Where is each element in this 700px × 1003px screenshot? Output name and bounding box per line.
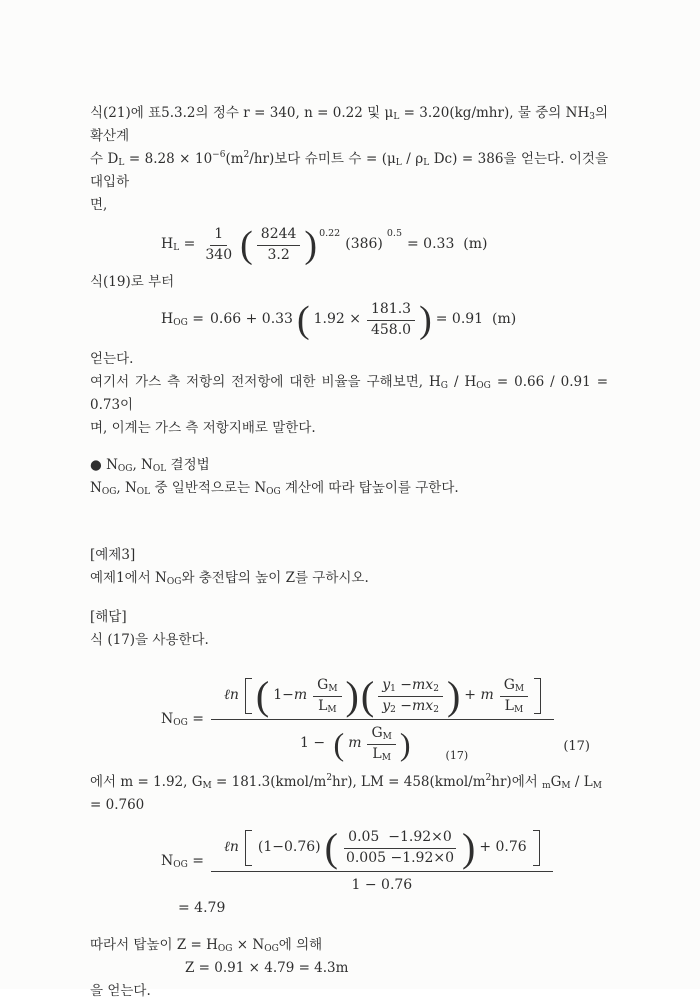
fraction-numerator: 8244: [257, 226, 301, 246]
fraction-denominator: $L_M$: [318, 697, 337, 715]
fraction-numerator: 1: [210, 226, 227, 246]
close-paren: ): [446, 673, 461, 718]
equation-lhs: $H_L$ =: [161, 236, 196, 254]
paragraph-intro: [90, 102, 608, 217]
open-paren: (: [240, 223, 253, 266]
equation-17: [158, 673, 608, 763]
fraction-denominator: 340: [205, 246, 233, 263]
fraction: [367, 301, 415, 339]
fraction-numerator: $y_1 -mx_2$: [378, 677, 443, 697]
text-line: 식(19)로 부터: [90, 274, 175, 290]
equation-hog: [158, 298, 608, 341]
fraction-numerator: 0.05 −1.92×0: [344, 829, 456, 849]
close-paren: ): [462, 825, 476, 870]
big-fraction-numerator: [211, 673, 554, 720]
open-bracket: [245, 830, 252, 866]
text-line: 을 얻는다.: [90, 982, 151, 999]
exponent: 0.5: [386, 228, 402, 239]
open-paren: (: [360, 673, 375, 718]
example-question: 예제1에서 $N_{OG}$와 충전탑의 높이 Z를 구하시오.: [90, 570, 369, 587]
big-fraction-denominator: [287, 720, 478, 763]
equation-number: (17): [563, 738, 590, 754]
text-line: 에서 m = 1.92, $G_M$ = $181.3(kmol/m^2hr)$, LM = $458(kmol/m^2hr)$에서 $_mG_M / L_M = 0.760$: [90, 773, 602, 813]
text-line: 따라서 탑높이 $Z = H_{OG} \times N_{OG}$에 의해: [90, 936, 323, 954]
big-fraction-denominator: [339, 872, 426, 895]
big-fraction-numerator: [211, 825, 553, 872]
text-line: 식 (17)을 사용한다.: [90, 632, 209, 648]
open-paren: (: [333, 725, 345, 762]
equation-result: = 0.33 (m): [407, 236, 488, 253]
fraction-denominator: 3.2: [267, 246, 290, 263]
text-line: 여기서 가스 측 저항의 전저항에 대한 비율을 구해보면, $H_G / H_{OG} = 0.66 / 0.91 = 0.73$이: [90, 374, 609, 413]
fraction: [342, 829, 458, 867]
text-line: 얻는다.: [90, 351, 134, 367]
equation-nog: [158, 825, 608, 895]
equation-lhs: $H_{OG}$ =: [161, 311, 204, 329]
close-paren: ): [345, 673, 359, 718]
equation-term: 1−m: [273, 687, 308, 704]
fraction-numerator: $G_M$: [500, 677, 528, 697]
fraction: [378, 677, 443, 715]
equation-term: 0.66 + 0.33: [209, 311, 293, 328]
equation-term: 1 − 0.76: [351, 877, 413, 893]
fraction: [201, 226, 236, 264]
fraction-denominator: 0.005 −1.92×0: [345, 849, 455, 866]
ln-operator: ℓn: [224, 839, 239, 856]
close-bracket: [533, 830, 540, 866]
open-paren: (: [324, 825, 338, 870]
fraction-numerator: $G_M$: [313, 677, 341, 697]
text-line: $N_{OG}$, $N_{OL}$ 중 일반적으로는 $N_{OG}$ 계산에 따라 탑높이를 구한다.: [90, 480, 459, 497]
paragraph-ratio: [90, 371, 608, 440]
fraction-denominator: $y_2 -mx_2$: [382, 697, 439, 715]
open-paren: (: [296, 298, 310, 341]
ln-operator: ℓn: [224, 687, 239, 704]
equation-term: 1 −: [300, 735, 330, 752]
text-line: 면,: [90, 197, 108, 213]
fraction-numerator: 181.3: [367, 301, 415, 321]
text-line: Z = 0.91 × 4.79 = 4.3m: [185, 959, 349, 976]
exponent: 0.22: [319, 228, 341, 239]
open-bracket: [245, 678, 252, 714]
fraction: [257, 226, 301, 264]
equation-term: + m: [464, 687, 494, 704]
answer-label: [해답]: [90, 609, 127, 625]
fraction-denominator: 458.0: [370, 321, 412, 338]
equation-result-line: = 4.79: [178, 899, 226, 916]
equation-lhs: $N_{OG}$ =: [161, 711, 205, 729]
fraction-denominator: $L_M$: [372, 745, 391, 763]
fraction: [367, 725, 395, 763]
big-fraction: [211, 825, 553, 895]
close-paren: ): [399, 725, 411, 762]
fraction: [313, 677, 341, 715]
open-paren: (: [255, 673, 270, 718]
close-paren: ): [419, 298, 432, 341]
fraction: [500, 677, 528, 715]
close-bracket: [534, 678, 541, 714]
equation-number-inline: (17): [445, 749, 469, 763]
example-label: [예제3]: [90, 547, 136, 563]
close-paren: ): [304, 223, 318, 266]
text-line: 며, 이계는 가스 측 저항지배로 말한다.: [90, 420, 316, 436]
text-line: 수 $D_L = 8.28 \times 10^{-6}(m^2/hr)$보다 슈미트 수 = ($\mu_L / \rho_L$ Dc) = 386을 얻는다. 이것을 대입하: [90, 150, 608, 190]
equation-hl: [158, 223, 608, 266]
equation-term: m: [348, 735, 362, 752]
equation-term: 1.92 ×: [313, 311, 361, 328]
equation-lhs: $N_{OG}$ =: [161, 853, 205, 870]
big-fraction: [211, 673, 554, 763]
bullet-heading: ● $N_{OG}$, $N_{OL}$ 결정법: [90, 457, 210, 474]
fraction-numerator: $G_M$: [367, 725, 395, 745]
equation-result: = 0.91 (m): [435, 311, 517, 328]
text-line: 식(21)에 표5.3.2의 정수 r = 340, n = 0.22 및 $\mu_L = 3.20(kg/mhr)$, 물 중의 $NH_3$의 확산계: [90, 105, 608, 144]
equation-term: (386): [345, 236, 383, 253]
fraction-denominator: $L_M$: [504, 697, 524, 715]
equation-term: + 0.76: [479, 839, 527, 856]
equation-term: (1−0.76): [257, 839, 321, 856]
